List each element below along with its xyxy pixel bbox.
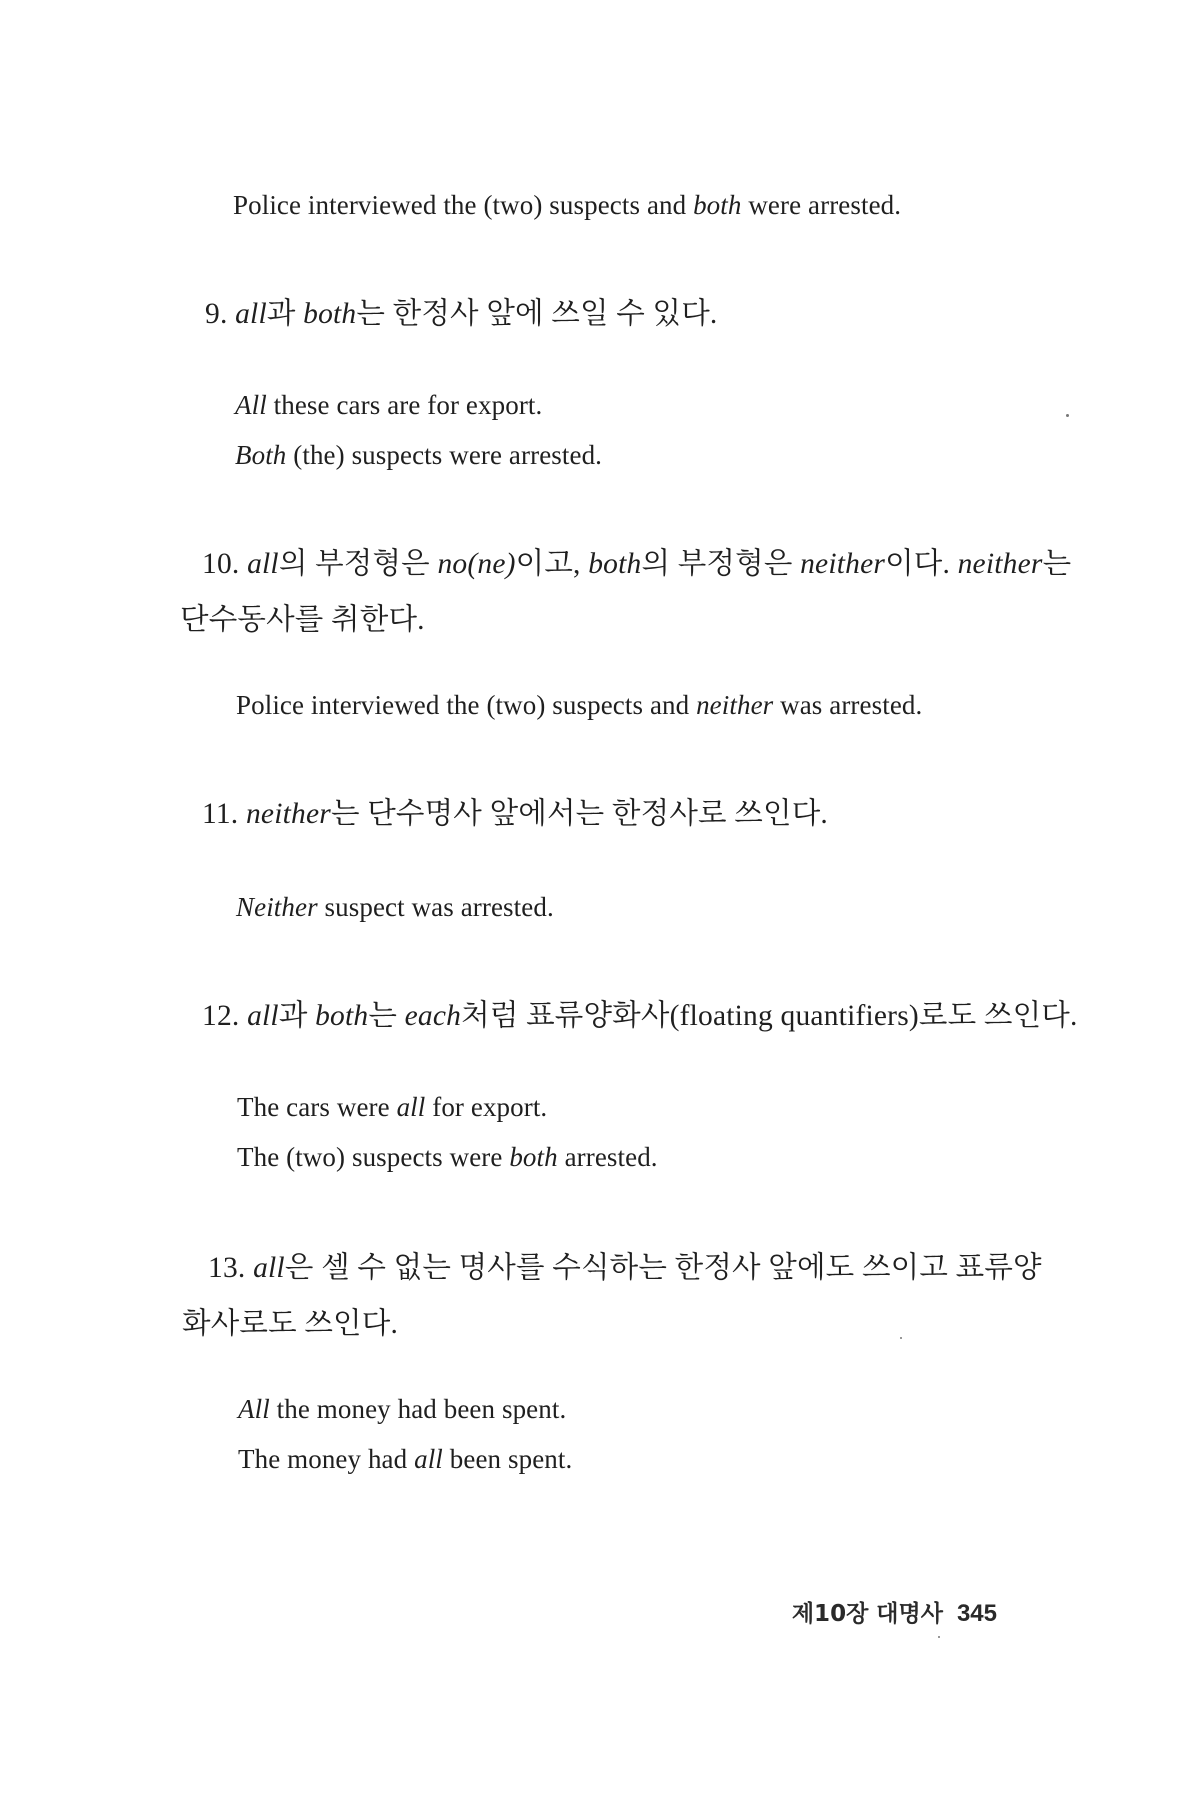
scan-speck — [1066, 414, 1069, 417]
scan-speck — [938, 1636, 940, 1638]
example-sentence: The cars were all for export. — [237, 1092, 548, 1122]
chapter-title: 제10장 대명사 — [791, 1601, 943, 1627]
page-footer — [792, 1595, 997, 1628]
rule-heading-13: 13. all은 셀 수 없는 명사를 수식하는 한정사 앞에도 쓰이고 표류양 — [208, 1252, 1042, 1284]
example-sentence: Police interviewed the (two) suspects and neither was arrested. — [236, 690, 923, 720]
rule-heading-11: 11. neither는 단수명사 앞에서는 한정사로 쓰인다. — [202, 798, 828, 830]
scan-speck — [900, 1337, 902, 1339]
example-sentence: All these cars are for export. — [235, 390, 543, 420]
rule-heading-9: 9. all과 both는 한정사 앞에 쓰일 수 있다. — [205, 298, 718, 330]
example-sentence: All the money had been spent. — [238, 1394, 567, 1424]
example-sentence: The money had all been spent. — [238, 1444, 573, 1474]
example-sentence: The (two) suspects were both arrested. — [237, 1142, 658, 1172]
rule-heading-10: 10. all의 부정형은 no(ne)이고, both의 부정형은 neither이다. neither는 — [202, 548, 1072, 580]
example-sentence: Police interviewed the (two) suspects and both were arrested. — [233, 190, 902, 220]
rule-heading-13-continuation: 화사로도 쓰인다. — [182, 1308, 399, 1340]
rule-heading-12: 12. all과 both는 each처럼 표류양화사(floating quantifiers)로도 쓰인다. — [202, 1000, 1078, 1032]
example-sentence: Both (the) suspects were arrested. — [235, 440, 603, 470]
page-number: 345 — [956, 1600, 997, 1627]
rule-heading-10-continuation: 단수동사를 취한다. — [180, 604, 425, 636]
example-sentence: Neither suspect was arrested. — [236, 892, 554, 922]
